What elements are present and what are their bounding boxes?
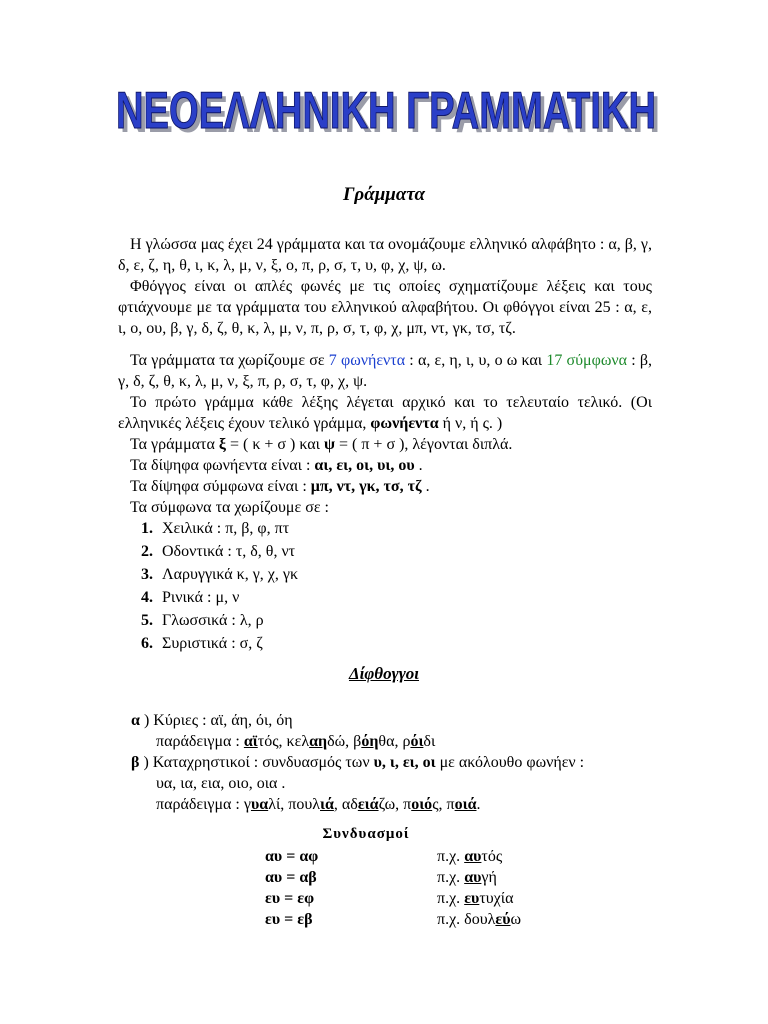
example-label: παράδειγμα : xyxy=(156,796,244,813)
example-cell xyxy=(437,848,502,866)
text-segment: γ xyxy=(243,796,251,813)
line-digraph-vowels xyxy=(130,455,423,476)
text-segment: . xyxy=(476,796,481,813)
example-word xyxy=(403,796,446,813)
bold-term: αυ xyxy=(464,869,482,886)
formula-cell: αυ = αφ xyxy=(265,848,319,865)
bold-term: υ, ι, ει, οι xyxy=(373,754,436,771)
formula-cell: ευ = εβ xyxy=(265,911,313,928)
text-segment: β xyxy=(353,733,362,750)
text-segment: θα, xyxy=(378,733,403,750)
bold-term: εύ xyxy=(495,911,511,928)
bold-term: φωνήεντα xyxy=(370,415,439,432)
example-word xyxy=(288,796,342,813)
text-segment: = ( κ + σ ) και xyxy=(225,436,324,453)
text-segment: κελ xyxy=(286,733,310,750)
example-word xyxy=(244,733,287,750)
example-word xyxy=(402,733,435,750)
bold-term: οιό xyxy=(411,796,433,813)
bold-term: αι, ει, οι, υι, ου xyxy=(314,457,415,474)
combinations-title: Συνδυασμοί xyxy=(322,826,410,842)
bold-term: ψ xyxy=(323,436,335,453)
text-segment: = ( π + σ ), λέγονται διπλά. xyxy=(335,436,513,453)
example-word xyxy=(447,796,481,813)
list-text: Ρινικά : μ, ν xyxy=(162,589,240,606)
example-label: παράδειγμα : xyxy=(156,733,244,750)
list-text: Οδοντικά : τ, δ, θ, ντ xyxy=(162,543,296,560)
list-number: 2. xyxy=(141,543,153,560)
example-word xyxy=(342,796,403,813)
list-number: 4. xyxy=(141,589,153,606)
bold-term: αη xyxy=(309,733,328,750)
example-word xyxy=(287,733,354,750)
text-segment: : β, γ, δ, ζ, θ, κ, λ, μ, ν, ξ, π, ρ, σ, τ, φ, χ, ψ. xyxy=(118,352,652,390)
section-heading-letters: Γράμματα xyxy=(342,184,426,205)
text-segment: ) Κύριες : αϊ, άη, όι, όη xyxy=(139,712,293,729)
bold-term: αϊ xyxy=(243,733,258,750)
list-text: Γλωσσικά : λ, ρ xyxy=(162,612,264,629)
list-number: 1. xyxy=(141,520,153,537)
bold-term: υα xyxy=(250,796,269,813)
formula-cell: αυ = αβ xyxy=(265,869,317,886)
bold-term: όι xyxy=(410,733,424,750)
vowels-label: 7 φωνήεντα xyxy=(328,352,406,369)
text-segment: με ακόλουθο φωνήεν : xyxy=(435,754,585,771)
example-word xyxy=(244,796,288,813)
paragraph-vowels-consonants xyxy=(118,350,652,392)
text-segment: Τα δίψηφα φωνήεντα είναι : xyxy=(130,457,315,474)
text-segment: τός xyxy=(481,848,503,865)
line-proper-diphthongs xyxy=(131,712,293,730)
line-improper-diphthongs xyxy=(131,754,584,772)
line-proper-examples xyxy=(156,733,435,751)
bold-term: α xyxy=(131,712,140,729)
example-cell xyxy=(437,869,497,887)
text-segment: ς, xyxy=(432,796,447,813)
text-segment: π.χ. xyxy=(437,890,465,907)
example-cell xyxy=(437,911,521,929)
bold-term: αυ xyxy=(464,848,482,865)
text-segment: : α, ε, η, ι, υ, ο ω και xyxy=(405,352,547,369)
line-consonant-split: Τα σύμφωνα τα χωρίζουμε σε : xyxy=(130,499,329,516)
line-improper-examples xyxy=(156,796,481,814)
example-word xyxy=(353,733,402,750)
title-shadow: ΝΕΟΕΛΛΗΝΙΚΗ ΓΡΑΜΜΑΤΙΚΗ xyxy=(120,86,660,142)
document-title xyxy=(0,78,768,142)
text-segment: , xyxy=(333,796,342,813)
text-segment: τυχία xyxy=(479,890,514,907)
text-segment: π xyxy=(446,796,455,813)
bold-term: όη xyxy=(361,733,379,750)
bold-term: μπ, ντ, γκ, τσ, τζ xyxy=(310,478,422,495)
list-text: Χειλικά : π, β, φ, πτ xyxy=(162,520,290,537)
list-number: 3. xyxy=(141,566,153,583)
bold-term: ευ xyxy=(464,890,480,907)
text-segment: π xyxy=(403,796,412,813)
text-segment: Τα δίψηφα σύμφωνα είναι : xyxy=(130,478,311,495)
title-text: ΝΕΟΕΛΛΗΝΙΚΗ ΓΡΑΜΜΑΤΙΚΗ xyxy=(116,82,656,140)
bold-term: οιά xyxy=(454,796,477,813)
text-segment: γή xyxy=(481,869,497,886)
text-segment: Τα γράμματα τα χωρίζουμε σε xyxy=(130,352,329,369)
paragraph-alphabet: Η γλώσσα μας έχει 24 γράμματα και τα ονομάζουμε ελληνικό αλφάβητο : α, β, γ, δ, ε, ζ, η, θ, ι, κ, λ, μ, ν, ξ, ο, π, ρ, σ, τ, υ, φ, χ, ψ, ω. xyxy=(118,236,652,274)
paragraph-phonemes: Φθόγγος είναι οι απλές φωνές με τις οποίες σχηματίζουμε λέξεις και τους φτιάχνουμε με τα γράμματα του ελληνικού αλφαβήτου. Οι φθόγγοι είναι 25 : α, ε, ι, ο, ου, β, γ, δ, ζ, θ, κ, λ, μ, ν, π, ρ, σ, τ, φ, χ, μπ, ντ, γκ, τσ, τζ. xyxy=(118,278,652,337)
text-segment: ή ν, ή ς. ) xyxy=(438,415,503,432)
text-segment: π.χ. xyxy=(437,869,465,886)
text-segment: ρ xyxy=(402,733,411,750)
text-segment: Το πρώτο γράμμα κάθε λέξης λέγεται αρχικό και το τελευταίο τελικό. (Οι ελληνικές λέξεις έχουν τελικό γράμμα, xyxy=(118,394,652,432)
list-number: 6. xyxy=(141,635,153,652)
line-digraph-consonants xyxy=(130,476,430,497)
bold-term: ιά xyxy=(320,796,334,813)
text-segment: π.χ. xyxy=(437,848,465,865)
text-segment: ω xyxy=(510,911,522,928)
section-heading-diphthongs: Δίφθογγοι xyxy=(348,664,420,683)
consonants-label: 17 σύμφωνα xyxy=(546,352,628,369)
bold-term: ξ xyxy=(218,436,226,453)
line-improper-continuation: υα, ια, εια, οιο, οια . xyxy=(156,775,286,792)
list-text: Συριστικά : σ, ζ xyxy=(162,635,263,652)
text-segment: ζω, xyxy=(378,796,404,813)
list-number: 5. xyxy=(141,612,153,629)
text-segment: πουλ xyxy=(288,796,321,813)
text-segment: . xyxy=(421,478,430,495)
text-segment: αδ xyxy=(341,796,358,813)
list-text: Λαρυγγικά κ, γ, χ, γκ xyxy=(162,566,299,583)
text-segment: δι xyxy=(423,733,436,750)
line-double-letters xyxy=(130,434,512,455)
text-segment: ) Καταχρηστικοί : συνδυασμός των xyxy=(139,754,374,771)
text-segment: π.χ. δουλ xyxy=(437,911,496,928)
bold-term: ειά xyxy=(357,796,379,813)
text-segment: τός, xyxy=(257,733,287,750)
text-segment: Τα γράμματα xyxy=(130,436,219,453)
bold-term: β xyxy=(131,754,140,771)
text-segment: δώ, xyxy=(327,733,354,750)
paragraph-first-last-letter xyxy=(118,392,652,434)
text-segment: λί, xyxy=(268,796,289,813)
text-segment: . xyxy=(414,457,423,474)
formula-cell: ευ = εφ xyxy=(265,890,315,907)
example-cell xyxy=(437,890,513,908)
